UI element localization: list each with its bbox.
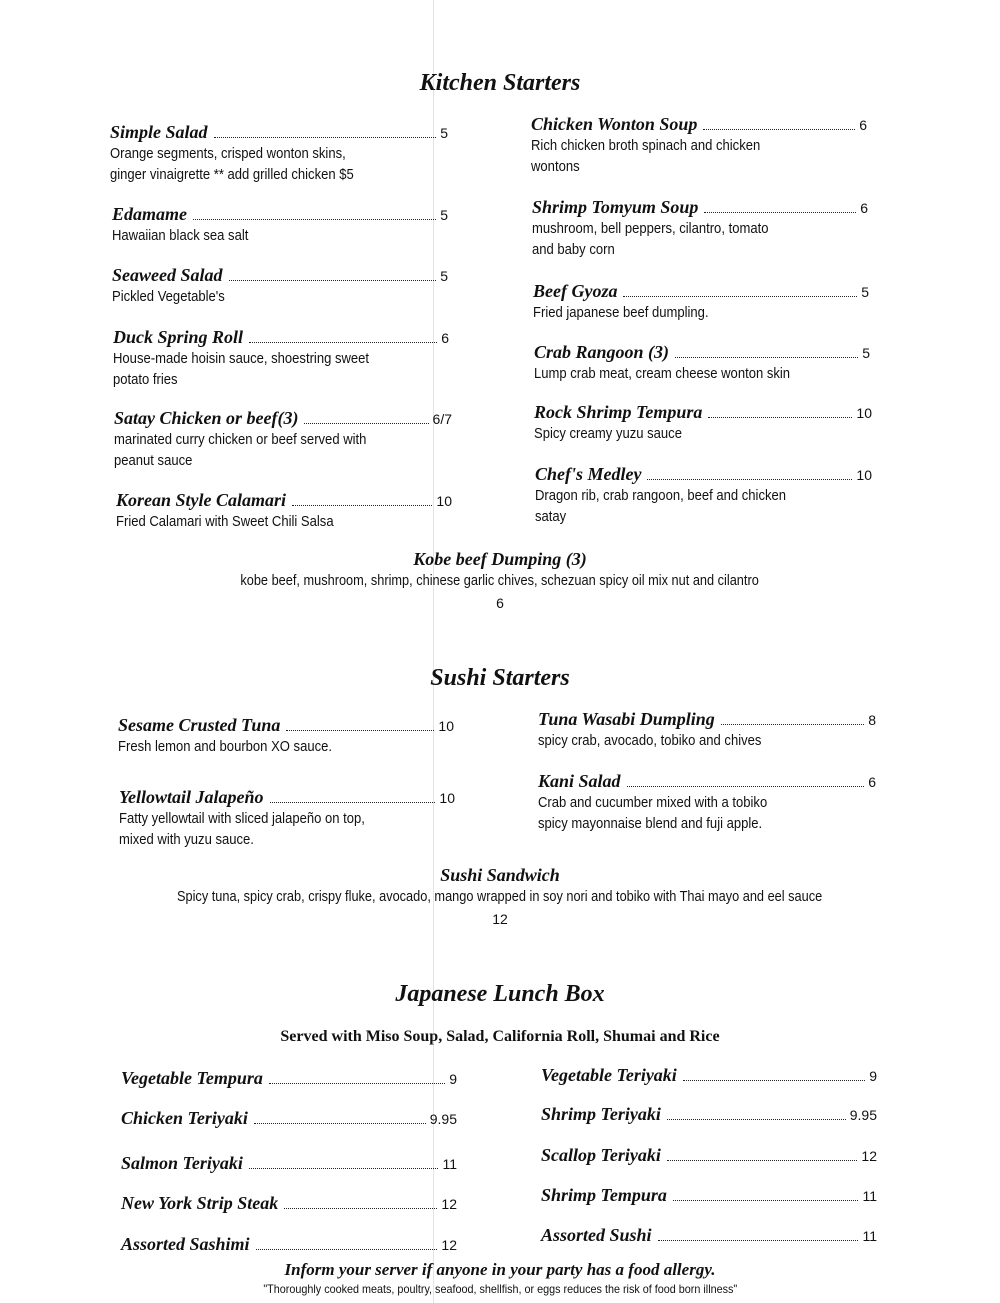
menu-item: [121, 1153, 457, 1174]
menu-item: [534, 402, 872, 445]
dot-leader: [229, 280, 437, 281]
item-description: Rich chicken broth spinach and chicken wontons: [531, 138, 761, 175]
item-name: Salmon Teriyaki: [121, 1153, 243, 1173]
item-description: Crab and cucumber mixed with a tobiko spicy mayonnaise blend and fuji apple.: [538, 795, 768, 832]
dot-leader: [704, 212, 856, 213]
dot-leader: [193, 219, 436, 220]
menu-item: [532, 197, 868, 261]
dot-leader: [286, 730, 434, 731]
item-price: 12: [441, 1196, 457, 1212]
item-description: Hawaiian black sea salt: [112, 228, 249, 244]
sushi-starters-title: Sushi Starters: [430, 665, 570, 691]
dot-leader: [683, 1080, 865, 1081]
item-description: Spicy creamy yuzu sauce: [534, 426, 682, 442]
dot-leader: [284, 1208, 437, 1209]
item-price: 12: [492, 911, 508, 927]
item-name: Shrimp Tomyum Soup: [532, 197, 699, 217]
dot-leader: [721, 724, 864, 725]
featured-item-sushi-sandwich: [0, 865, 1000, 930]
item-name: Assorted Sashimi: [121, 1234, 250, 1254]
item-price: 9.95: [429, 1111, 457, 1127]
item-name: Satay Chicken or beef(3): [114, 408, 299, 428]
menu-item: [541, 1104, 877, 1125]
item-price: 12: [441, 1237, 457, 1253]
item-price: 5: [862, 345, 870, 361]
item-description: Dragon rib, crab rangoon, beef and chicken satay: [535, 488, 787, 525]
item-price: 12: [861, 1148, 877, 1164]
dot-leader: [708, 417, 852, 418]
item-price: 9: [869, 1068, 877, 1084]
allergy-notice: Inform your server if anyone in your party has a food allergy.: [284, 1260, 716, 1279]
item-name: Scallop Teriyaki: [541, 1145, 661, 1165]
menu-item: [541, 1145, 877, 1166]
item-price: 5: [861, 284, 869, 300]
dot-leader: [647, 479, 852, 480]
item-name: Vegetable Tempura: [121, 1068, 263, 1088]
item-price: 10: [439, 790, 455, 806]
item-description: mushroom, bell peppers, cilantro, tomato and baby corn: [532, 221, 769, 258]
item-price: 9.95: [849, 1107, 877, 1123]
item-name: Rock Shrimp Tempura: [534, 402, 703, 422]
item-description: House-made hoisin sauce, shoestring sweet potato fries: [113, 351, 370, 388]
disclaimer-text: "Thoroughly cooked meats, poultry, seafood, shellfish, or eggs reduces the risk of food born illness": [263, 1282, 737, 1296]
item-description: Spicy tuna, spicy crab, crispy fluke, avocado, mango wrapped in soy nori and tobiko with Thai mayo and eel sauce: [177, 889, 823, 905]
item-name: Shrimp Tempura: [541, 1185, 667, 1205]
menu-item: [541, 1185, 877, 1206]
item-description: Fatty yellowtail with sliced jalapeño on top, mixed with yuzu sauce.: [119, 811, 365, 848]
menu-item: [535, 464, 872, 528]
item-name: Yellowtail Jalapeño: [119, 787, 264, 807]
item-name: Chicken Teriyaki: [121, 1108, 248, 1128]
item-description: Pickled Vegetable's: [112, 289, 225, 305]
item-name: Shrimp Teriyaki: [541, 1104, 661, 1124]
item-name: Chef's Medley: [535, 464, 642, 484]
menu-item: [534, 342, 870, 385]
dot-leader: [623, 296, 857, 297]
item-price: 6: [441, 330, 449, 346]
item-description: Fresh lemon and bourbon XO sauce.: [118, 739, 333, 755]
item-description: marinated curry chicken or beef served with peanut sauce: [114, 432, 367, 469]
dot-leader: [254, 1123, 426, 1124]
item-name: Seaweed Salad: [112, 265, 223, 285]
dot-leader: [256, 1249, 438, 1250]
item-description: spicy crab, avocado, tobiko and chives: [538, 733, 762, 749]
item-price: 6/7: [432, 411, 452, 427]
lunch-box-title: Japanese Lunch Box: [395, 981, 605, 1007]
menu-item: [541, 1225, 877, 1246]
dot-leader: [249, 1168, 439, 1169]
item-price: 6: [496, 595, 504, 611]
dot-leader: [667, 1160, 858, 1161]
item-price: 10: [856, 405, 872, 421]
dot-leader: [675, 357, 858, 358]
item-name: Chicken Wonton Soup: [531, 114, 698, 134]
item-price: 5: [440, 125, 448, 141]
menu-item: [531, 114, 867, 178]
item-price: 9: [449, 1071, 457, 1087]
item-name: Simple Salad: [110, 122, 208, 142]
item-name: New York Strip Steak: [121, 1193, 279, 1213]
item-description: Fried japanese beef dumpling.: [533, 305, 709, 321]
item-price: 5: [440, 268, 448, 284]
menu-item: [114, 408, 452, 472]
menu-item: [541, 1065, 877, 1086]
item-price: 6: [868, 774, 876, 790]
menu-item: [113, 327, 449, 391]
menu-item: [116, 490, 452, 533]
dot-leader: [304, 423, 428, 424]
menu-item: [118, 715, 454, 758]
item-price: 11: [442, 1156, 457, 1172]
item-price: 6: [860, 200, 868, 216]
item-name: Korean Style Calamari: [116, 490, 287, 510]
lunch-box-subtitle: Served with Miso Soup, Salad, California Roll, Shumai and Rice: [280, 1028, 720, 1045]
dot-leader: [269, 1083, 445, 1084]
menu-item: [121, 1068, 457, 1089]
menu-item: [121, 1108, 457, 1129]
item-description: kobe beef, mushroom, shrimp, chinese garlic chives, schezuan spicy oil mix nut and cilantro: [240, 573, 760, 589]
item-name: Duck Spring Roll: [113, 327, 244, 347]
dot-leader: [249, 342, 437, 343]
menu-item: [119, 787, 455, 851]
item-name: Kani Salad: [538, 771, 621, 791]
dot-leader: [627, 786, 865, 787]
menu-item: [538, 771, 876, 835]
menu-item: [112, 265, 448, 308]
item-price: 10: [436, 493, 452, 509]
dot-leader: [667, 1119, 846, 1120]
item-name: Vegetable Teriyaki: [541, 1065, 677, 1085]
item-name: Crab Rangoon (3): [534, 342, 670, 362]
dot-leader: [673, 1200, 859, 1201]
item-description: Orange segments, crisped wonton skins, ginger vinaigrette ** add grilled chicken $5: [110, 146, 354, 183]
item-price: 10: [856, 467, 872, 483]
dot-leader: [214, 137, 437, 138]
item-price: 5: [440, 207, 448, 223]
menu-item: [110, 122, 448, 186]
item-price: 10: [438, 718, 454, 734]
item-name: Tuna Wasabi Dumpling: [538, 709, 715, 729]
item-description: Fried Calamari with Sweet Chili Salsa: [116, 514, 334, 530]
item-name: Kobe beef Dumping (3): [413, 549, 587, 569]
item-name: Sushi Sandwich: [440, 865, 560, 885]
kitchen-starters-title: Kitchen Starters: [419, 70, 581, 96]
item-name: Edamame: [112, 204, 187, 224]
item-name: Assorted Sushi: [541, 1225, 652, 1245]
item-name: Sesame Crusted Tuna: [118, 715, 281, 735]
featured-item-kobe-dumpling: [0, 549, 1000, 614]
dot-leader: [270, 802, 436, 803]
item-price: 11: [862, 1228, 877, 1244]
dot-leader: [292, 505, 432, 506]
menu-item: [121, 1193, 457, 1214]
menu-item: [121, 1234, 457, 1255]
dot-leader: [703, 129, 855, 130]
item-name: Beef Gyoza: [533, 281, 618, 301]
menu-item: [533, 281, 869, 324]
dot-leader: [658, 1240, 859, 1241]
item-price: 6: [859, 117, 867, 133]
item-price: 11: [862, 1188, 877, 1204]
menu-item: [538, 709, 876, 752]
food-safety-disclaimer: [0, 1282, 1000, 1296]
menu-item: [112, 204, 448, 247]
item-description: Lump crab meat, cream cheese wonton skin: [534, 366, 791, 382]
item-price: 8: [868, 712, 876, 728]
